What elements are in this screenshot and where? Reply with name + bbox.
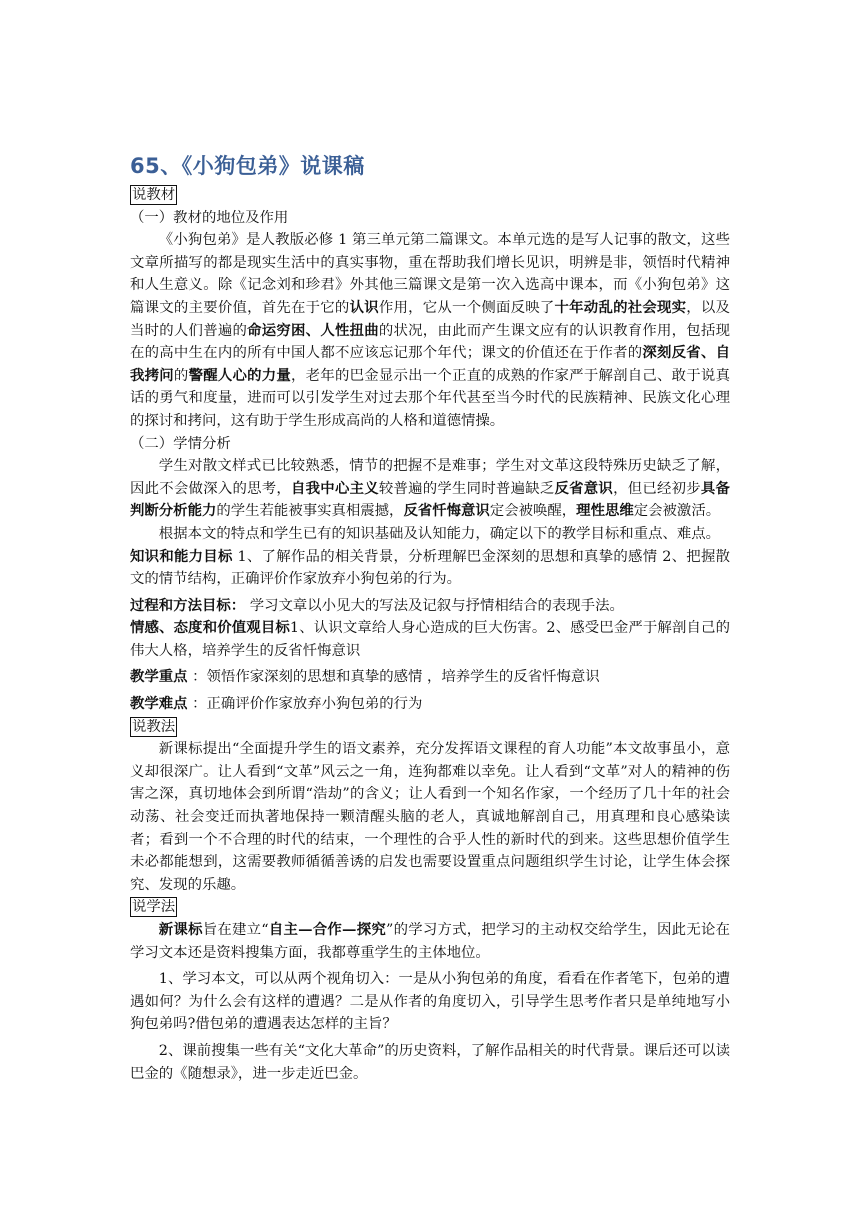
teaching-difficulty: 教学难点 ：正确评价作家放弃小狗包弟的行为 [130, 695, 423, 713]
section-heading-textbook: 说教材 [132, 187, 176, 203]
goal-knowledge: 知识和能力目标 1、了解作品的相关背景，分析理解巴金深刻的思想和真挚的感情 2、把握散文的情节结构，正确评价作家放弃小狗包弟的行为。 [130, 547, 730, 588]
subheading-student-analysis: （二）学情分析 [130, 435, 231, 452]
subheading-position: （一）教材的地位及作用 [130, 209, 289, 226]
paragraph-learning-1: 1、学习本文，可以从两个视角切入：一是从小狗包弟的角度，看看在作者笔下，包弟的遭遇如何？为什么会有这样的遭遇？二是从作者的角度切入，引导学生思考作者只是单纯地写小狗包弟吗?借包弟的遭遇表达怎样的主旨？ [130, 971, 730, 1033]
teaching-key-point: 教学重点 ：领悟作家深刻的思想和真挚的感情 ，培养学生的反省忏悔意识 [130, 668, 600, 686]
paragraph-textbook-role: 《小狗包弟》是人教版必修 1 第三单元第二篇课文。本单元选的是写人记事的散文，这些文章所描写的都是现实生活中的真实事物，重在帮助我们增长见识，明辨是非，领悟时代精神和人生意义。除《记念刘和珍君》外其他三篇课文是第一次入选高中课本，而《小狗包弟》这篇课文的主要价值，首先在于它的认识作用，它从一个侧面反映了十年动乱的社会现实，以及当时的人们普遍的命运穷困、人性扭曲的状况，由此而产生课文应有的认识教育作用，包括现在的高中生在内的所有中国人都不应该忘记那个年代；课文的价值还在于作者的深刻反省、自我拷问的警醒人心的力量，老年的巴金显示出一个正直的成熟的作家严于解剖自己、敢于说真话的勇气和度量，进而可以引发学生对过去那个年代甚至当今时代的民族精神、民族文化心理的探讨和拷问，这有助于学生形成高尚的人格和道德情操。 [130, 232, 730, 429]
paragraph-goals-intro: 根据本文的特点和学生已有的知识基础及认知能力，确定以下的教学目标和重点、难点。 [158, 525, 721, 542]
paragraph-learning-2: 2、课前搜集一些有关“文化大革命”的历史资料，了解作品相关的时代背景。课后还可以读巴金的《随想录》，进一步走近巴金。 [130, 1042, 730, 1082]
goal-process: 过程和方法目标： 学习文章以小见大的写法及记叙与抒情相结合的表现手法。 [130, 596, 624, 614]
section-heading-method: 说教法 [132, 718, 176, 735]
document-body [130, 184, 730, 1085]
section-heading-learning: 说学法 [132, 899, 176, 916]
paragraph-student-analysis: 学生对散文样式已比较熟悉，情节的把握不是难事；学生对文革这段特殊历史缺乏了解，因此不会做深入的思考，自我中心主义较普遍的学生同时普遍缺乏反省意识，但已经初步具备判断分析能力的学生若能被事实真相震撼，反省忏悔意识定会被唤醒，理性思维定会被激活。 [130, 458, 730, 520]
paragraph-method: 新课标提出“全面提升学生的语文素养，充分发挥语文课程的育人功能”本文故事虽小，意义却很深广。让人看到“文革”风云之一角，连狗都难以幸免。让人看到“文革”对人的精神的伤害之深，真切地体会到所谓“浩劫”的含义；让人看到一个知名作家，一个经历了几十年的社会动荡、社会变迁而执著地保持一颗清醒头脑的老人，真诚地解剖自己，用真理和良心感染读者；看到一个不合理的时代的结束，一个理性的合乎人性的新时代的到来。这些思想价值学生未必都能想到，这需要教师循循善诱的启发也需要设置重点问题组织学生讨论，让学生体会探究、发现的乐趣。 [130, 741, 730, 893]
paragraph-learning: 新课标旨在建立“自主—合作—探究”的学习方式，把学习的主动权交给学生，因此无论在学习文本还是资料搜集方面，我都尊重学生的主体地位。 [130, 921, 730, 961]
document-title: 65、《小狗包弟》说课稿 [130, 154, 365, 178]
goal-emotion: 情感、态度和价值观目标1、认识文章给人身心造成的巨大伤害。2、感受巴金严于解剖自己的伟大人格，培养学生的反省忏悔意识 [130, 619, 730, 659]
